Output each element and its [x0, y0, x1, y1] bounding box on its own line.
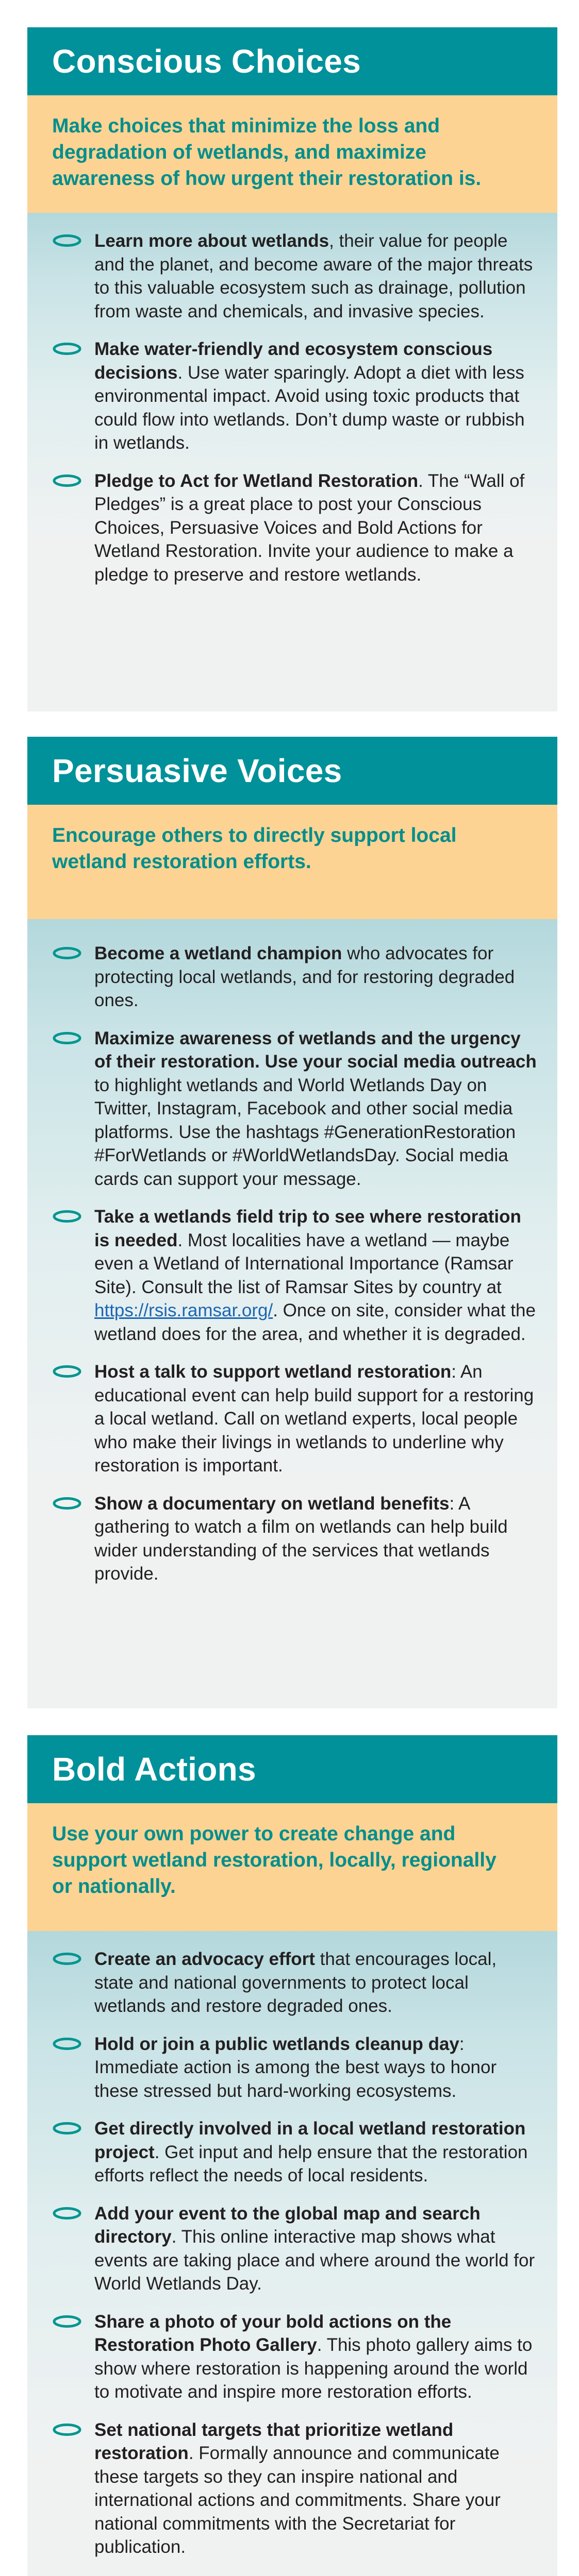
item-bold: Set national targets that prioritize wetland restoration: [94, 2419, 454, 2463]
item-text: . Most localities have a wetland — maybe even a Wetland of International Importance (Ramsar Site). Consult the list of Ramsar Sites by country at: [94, 1230, 514, 1297]
item-bold: Learn more about wetlands: [94, 231, 329, 251]
item-text: to highlight wetlands and World Wetlands Day on Twitter, Instagram, Facebook and other social media platforms. Use the hashtags #GenerationRestoration #ForWetlands or #WorldWetlandsDay. Social media cards can support your message.: [94, 1075, 516, 1189]
section-conscious-choices: [27, 27, 557, 711]
item-bold: Create an advocacy effort: [94, 1949, 315, 1969]
oval-bullet-icon: [52, 2122, 82, 2135]
list-item: [52, 469, 537, 587]
oval-bullet-icon: [52, 474, 82, 487]
item-text: , their value for people and the planet, and become aware of the major threats to this valuable ecosystem such as drainage, pollution from waste and chemicals, and invasive species.: [94, 231, 533, 321]
list-item: [52, 1027, 537, 1191]
list-item: [52, 1205, 537, 1346]
item-text: . This online interactive map shows what events are taking place and where around the world for World Wetlands Day.: [94, 2227, 535, 2294]
oval-bullet-icon: [52, 946, 82, 960]
list-item: [52, 2032, 537, 2103]
oval-bullet-icon: [52, 2207, 82, 2220]
oval-bullet-icon: [52, 2037, 82, 2050]
oval-bullet-icon: [52, 1497, 82, 1510]
section-title: Conscious Choices: [27, 27, 557, 95]
item-bold: Share a photo of your bold actions on the Restoration Photo Gallery: [94, 2311, 452, 2355]
section-list: [27, 213, 557, 621]
list-item: [52, 2117, 537, 2188]
section-intro: Use your own power to create change and support wetland restoration, locally, regionally or nationally.: [27, 1803, 557, 1931]
item-bold: Become a wetland champion: [94, 943, 342, 963]
oval-bullet-icon: [52, 1210, 82, 1223]
item-bold: Host a talk to support wetland restoration: [94, 1362, 452, 1382]
list-item: [52, 2418, 537, 2559]
item-text-after: . Once on site, consider what the wetland does for the area, and whether it is degraded.: [94, 1300, 536, 1344]
item-text: : Immediate action is among the best ways to honor these stressed but hard-working ecosystems.: [94, 2033, 497, 2101]
item-text: that encourages local, state and national governments to protect local wetlands and restore degraded ones.: [94, 1949, 497, 2016]
oval-bullet-icon: [52, 1952, 82, 1965]
oval-bullet-icon: [52, 1031, 82, 1045]
list-item: [52, 229, 537, 323]
item-text: . Formally announce and communicate these targets so they can inspire national and international actions and commitments. Share your national commitments with the Secretariat for publication.: [94, 2443, 501, 2557]
oval-bullet-icon: [52, 2315, 82, 2328]
section-title: Bold Actions: [27, 1735, 557, 1803]
ramsar-sites-link[interactable]: https://rsis.ramsar.org/: [94, 1300, 273, 1320]
list-item: [52, 2310, 537, 2404]
section-bold-actions: [27, 1735, 557, 2576]
oval-bullet-icon: [52, 2423, 82, 2436]
oval-bullet-icon: [52, 342, 82, 355]
section-intro: Make choices that minimize the loss and degradation of wetlands, and maximize awareness of how urgent their restoration is.: [27, 95, 557, 213]
item-text: : A gathering to watch a film on wetlands can help build wider understanding of the services that wetlands provide.: [94, 1493, 508, 1584]
list-item: [52, 942, 537, 1012]
oval-bullet-icon: [52, 1365, 82, 1378]
item-text: . The “Wall of Pledges” is a great place to post your Conscious Choices, Persuasive Voices and Bold Actions for Wetland Restoration. Invite your audience to make a pledge to preserve and restore wetlands.: [94, 470, 525, 585]
item-text: . Use water sparingly. Adopt a diet with less environmental impact. Avoid using toxic products that could flow into wetlands. Don’t dump waste or rubbish in wetlands.: [94, 362, 525, 453]
item-bold: Maximize awareness of wetlands and the urgency of their restoration. Use your social media outreach: [94, 1028, 537, 1072]
section-title: Persuasive Voices: [27, 737, 557, 805]
section-list: [27, 919, 557, 1621]
section-persuasive-voices: [27, 737, 557, 1708]
list-item: [52, 1360, 537, 1478]
section-intro: Encourage others to directly support local wetland restoration efforts.: [27, 805, 557, 919]
item-bold: Show a documentary on wetland benefits: [94, 1493, 450, 1514]
list-item: [52, 1492, 537, 1586]
list-item: [52, 337, 537, 455]
list-item: [52, 2202, 537, 2296]
item-text: . This photo gallery aims to show where restoration is happening around the world to motivate and inspire more restoration efforts.: [94, 2335, 533, 2402]
list-item: [52, 1947, 537, 2018]
item-text: . Get input and help ensure that the restoration efforts reflect the needs of local residents.: [94, 2142, 528, 2185]
item-bold: Make water-friendly and ecosystem conscious decisions: [94, 339, 493, 383]
item-text: : An educational event can help build support for a restoring a local wetland. Call on wetland experts, local people who make their livings in wetlands to underline why restoration is important.: [94, 1362, 534, 1476]
item-bold: Take a wetlands field trip to see where restoration is needed: [94, 1207, 521, 1250]
item-bold: Pledge to Act for Wetland Restoration: [94, 470, 419, 491]
item-bold: Get directly involved in a local wetland restoration project: [94, 2119, 526, 2162]
section-list: [27, 1931, 557, 2576]
oval-bullet-icon: [52, 234, 82, 247]
item-bold: Add your event to the global map and search directory: [94, 2203, 481, 2247]
item-bold: Hold or join a public wetlands cleanup day: [94, 2033, 459, 2054]
item-text: who advocates for protecting local wetlands, and for restoring degraded ones.: [94, 943, 515, 1010]
